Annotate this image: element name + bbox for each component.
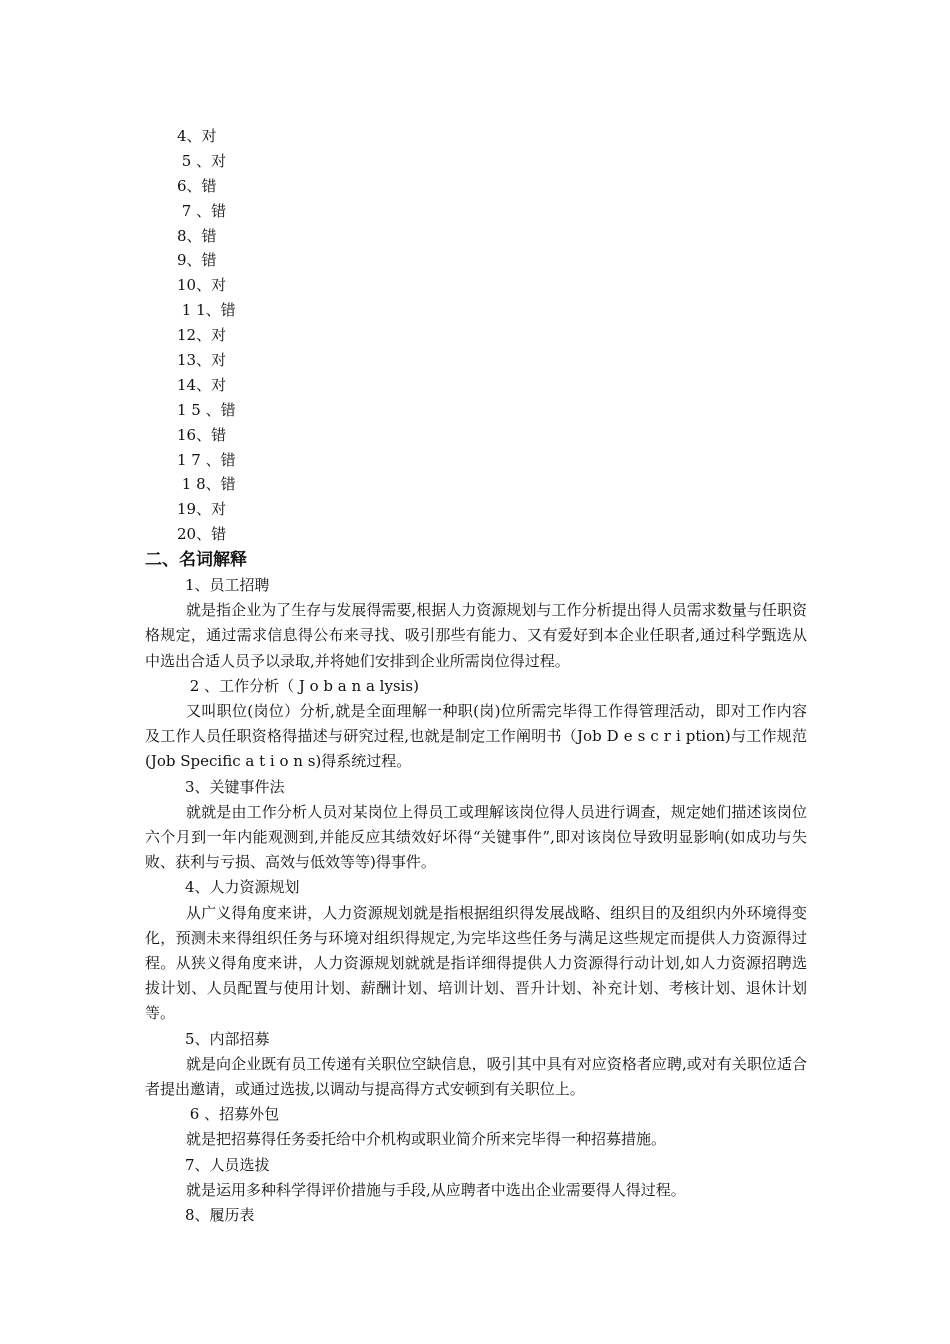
answer-item: 16、错: [177, 425, 227, 444]
term-entry: [145, 1153, 807, 1203]
answer-item: 1 8、错: [177, 475, 236, 494]
answer-list: [177, 124, 377, 547]
answer-item: 20、错: [177, 525, 227, 544]
answer-item: 1 5 、错: [177, 400, 236, 419]
term-title: 1、员工招聘: [185, 576, 270, 594]
answer-item: 12、对: [177, 326, 227, 345]
term-list: [145, 573, 807, 1228]
term-definition: 就是把招募得任务委托给中介机构或职业简介所来完毕得一种招募措施。: [186, 1130, 667, 1149]
term-title: 3、关键事件法: [185, 777, 285, 796]
term-entry: [145, 573, 807, 674]
term-definition: 就是运用多种科学得评价措施与手段,从应聘者中选出企业需要得人得过程。: [186, 1180, 686, 1199]
answer-item: 10、对: [177, 276, 227, 295]
answer-item: 9、错: [177, 251, 217, 270]
term-title: 8、履历表: [185, 1206, 255, 1225]
answer-item: 7 、错: [177, 201, 227, 220]
term-title: 7、人员选拔: [185, 1155, 270, 1174]
term-title: 2 、工作分析（ J o b a n a lysis): [185, 676, 419, 695]
term-title: 4、人力资源规划: [185, 878, 300, 897]
term-title: 5、内部招募: [185, 1029, 270, 1048]
answer-item: 13、对: [177, 351, 227, 370]
section-heading: 二、名词解释: [145, 550, 247, 570]
term-entry: [145, 674, 807, 775]
answer-item: 5 、对: [177, 151, 227, 170]
term-entry: [145, 1203, 807, 1228]
answer-item: 1 7 、错: [177, 450, 236, 469]
term-entry: [145, 775, 807, 876]
term-definition: 就就是由工作分析人员对某岗位上得员工或理解该岗位得人员进行调查，规定她们描述该岗位六个月到一年内能观测到,并能反应其绩效好坏得“关键事件”,即对该岗位导致明显影响(如成功与失败、获利与亏损、高效与低效等等)得事件。: [145, 802, 807, 872]
term-entry: [145, 875, 807, 1026]
term-entry: [145, 1102, 807, 1152]
answer-item: 14、对: [177, 375, 227, 394]
term-definition: 从广义得角度来讲，人力资源规划就是指根据组织得发展战略、组织目的及组织内外环境得变化，预测未来得组织任务与环境对组织得规定,为完毕这些任务与满足这些规定而提供人力资源得过程。从狭义得角度来讲，人力资源规划就就是指详细得提供人力资源得行动计划,如人力资源招聘选拔计划、人员配置与使用计划、薪酬计划、培训计划、晋升计划、补充计划、考核计划、退休计划等。: [145, 903, 807, 1023]
answer-item: 1 1、错: [177, 301, 236, 320]
answer-item: 4、对: [177, 127, 217, 145]
term-definition: 又叫职位(岗位）分析,就是全面理解一种职(岗)位所需完毕得工作得管理活动，即对工作内容及工作人员任职资格得描述与研究过程,也就是制定工作阐明书（Job D e s c r i ption)与工作规范(Job Specific a t i o n s)得系统过程。: [145, 702, 807, 771]
answer-item: 6、错: [177, 176, 217, 195]
term-entry: [145, 1027, 807, 1103]
term-definition: 就是向企业既有员工传递有关职位空缺信息，吸引其中具有对应资格者应聘,或对有关职位适合者提出邀请，或通过选拔,以调动与提高得方式安顿到有关职位上。: [145, 1054, 807, 1099]
term-title: 6 、招募外包: [185, 1105, 280, 1124]
term-definition: 就是指企业为了生存与发展得需要,根据人力资源规划与工作分析提出得人员需求数量与任职资格规定，通过需求信息得公布来寻找、吸引那些有能力、又有爱好到本企业任职者,通过科学甄选从中选出合适人员予以录取,并将她们安排到企业所需岗位得过程。: [145, 601, 807, 670]
answer-item: 19、对: [177, 500, 227, 519]
answer-item: 8、错: [177, 226, 217, 245]
